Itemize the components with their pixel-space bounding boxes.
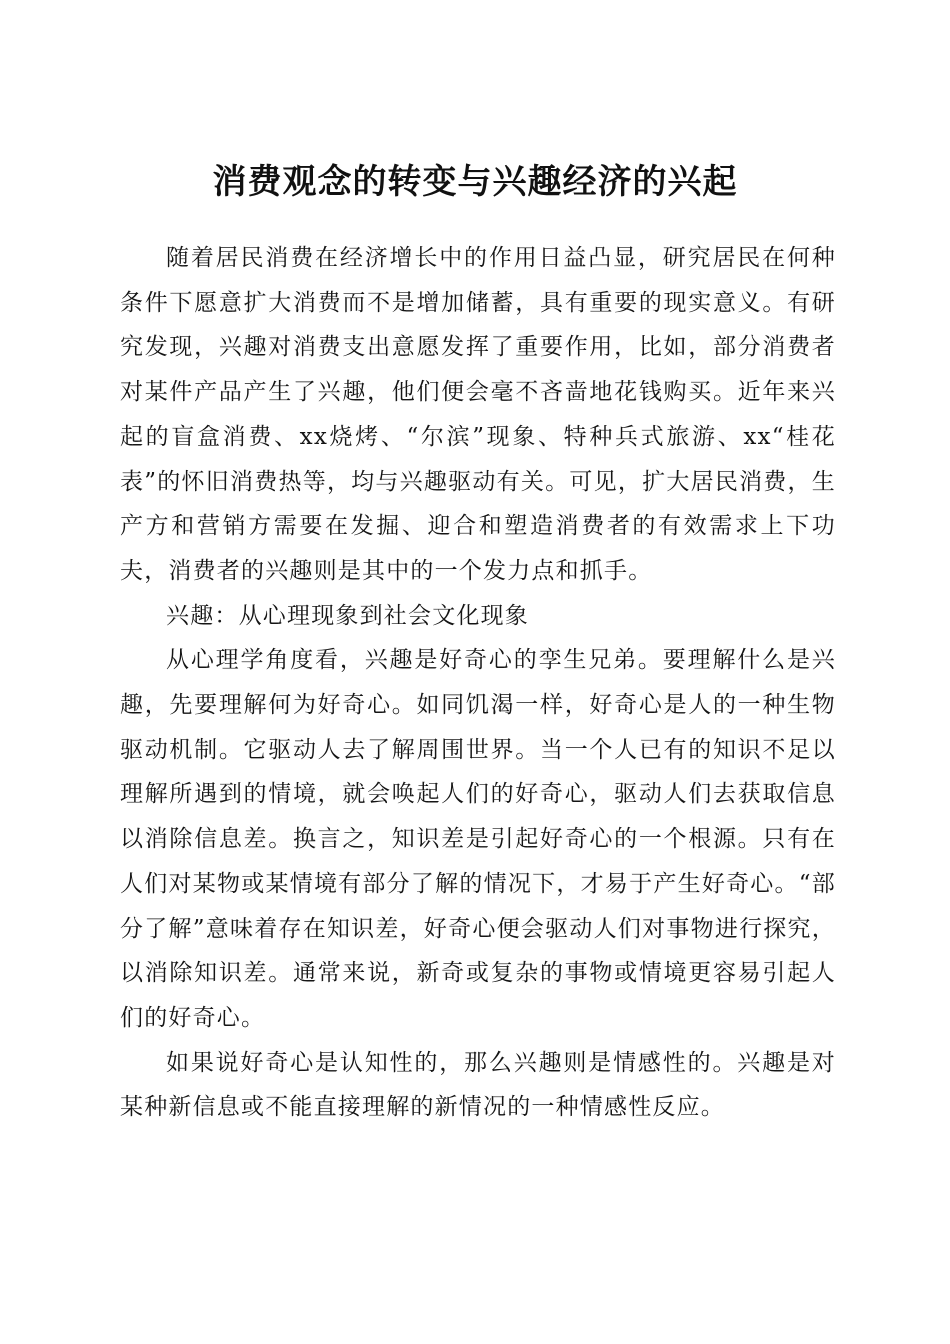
section-heading: 兴趣：从心理现象到社会文化现象 [166, 602, 529, 629]
paragraph-intro: 随着居民消费在经济增长中的作用日益凸显，研究居民在何种条件下愿意扩大消费而不是增加储蓄，具有重要的现实意义。有研究发现，兴趣对消费支出意愿发挥了重要作用，比如，部分消费者对某件产品产生了兴趣，他们便会毫不吝啬地花钱购买。近年来兴起的盲盒消费、xx烧烤、“尔滨”现象、特种兵式旅游、xx“桂花表”的怀旧消费热等，均与兴趣驱动有关。可见，扩大居民消费，生产方和营销方需要在发掘、迎合和塑造消费者的有效需求上下功夫，消费者的兴趣则是其中的一个发力点和抓手。 [120, 245, 836, 584]
paragraph-interest: 如果说好奇心是认知性的，那么兴趣则是情感性的。兴趣是对某种新信息或不能直接理解的新情况的一种情感性反应。 [120, 1049, 836, 1121]
document-title: 消费观念的转变与兴趣经济的兴起 [212, 161, 738, 202]
document-body [120, 236, 836, 1130]
paragraph-curiosity: 从心理学角度看，兴趣是好奇心的孪生兄弟。要理解什么是兴趣，先要理解何为好奇心。如同饥渴一样，好奇心是人的一种生物驱动机制。它驱动人去了解周围世界。当一个人已有的知识不足以理解所遇到的情境，就会唤起人们的好奇心，驱动人们去获取信息以消除信息差。换言之，知识差是引起好奇心的一个根源。只有在人们对某物或某情境有部分了解的情况下，才易于产生好奇心。“部分了解”意味着存在知识差，好奇心便会驱动人们对事物进行探究，以消除知识差。通常来说，新奇或复杂的事物或情境更容易引起人们的好奇心。 [120, 647, 836, 1031]
